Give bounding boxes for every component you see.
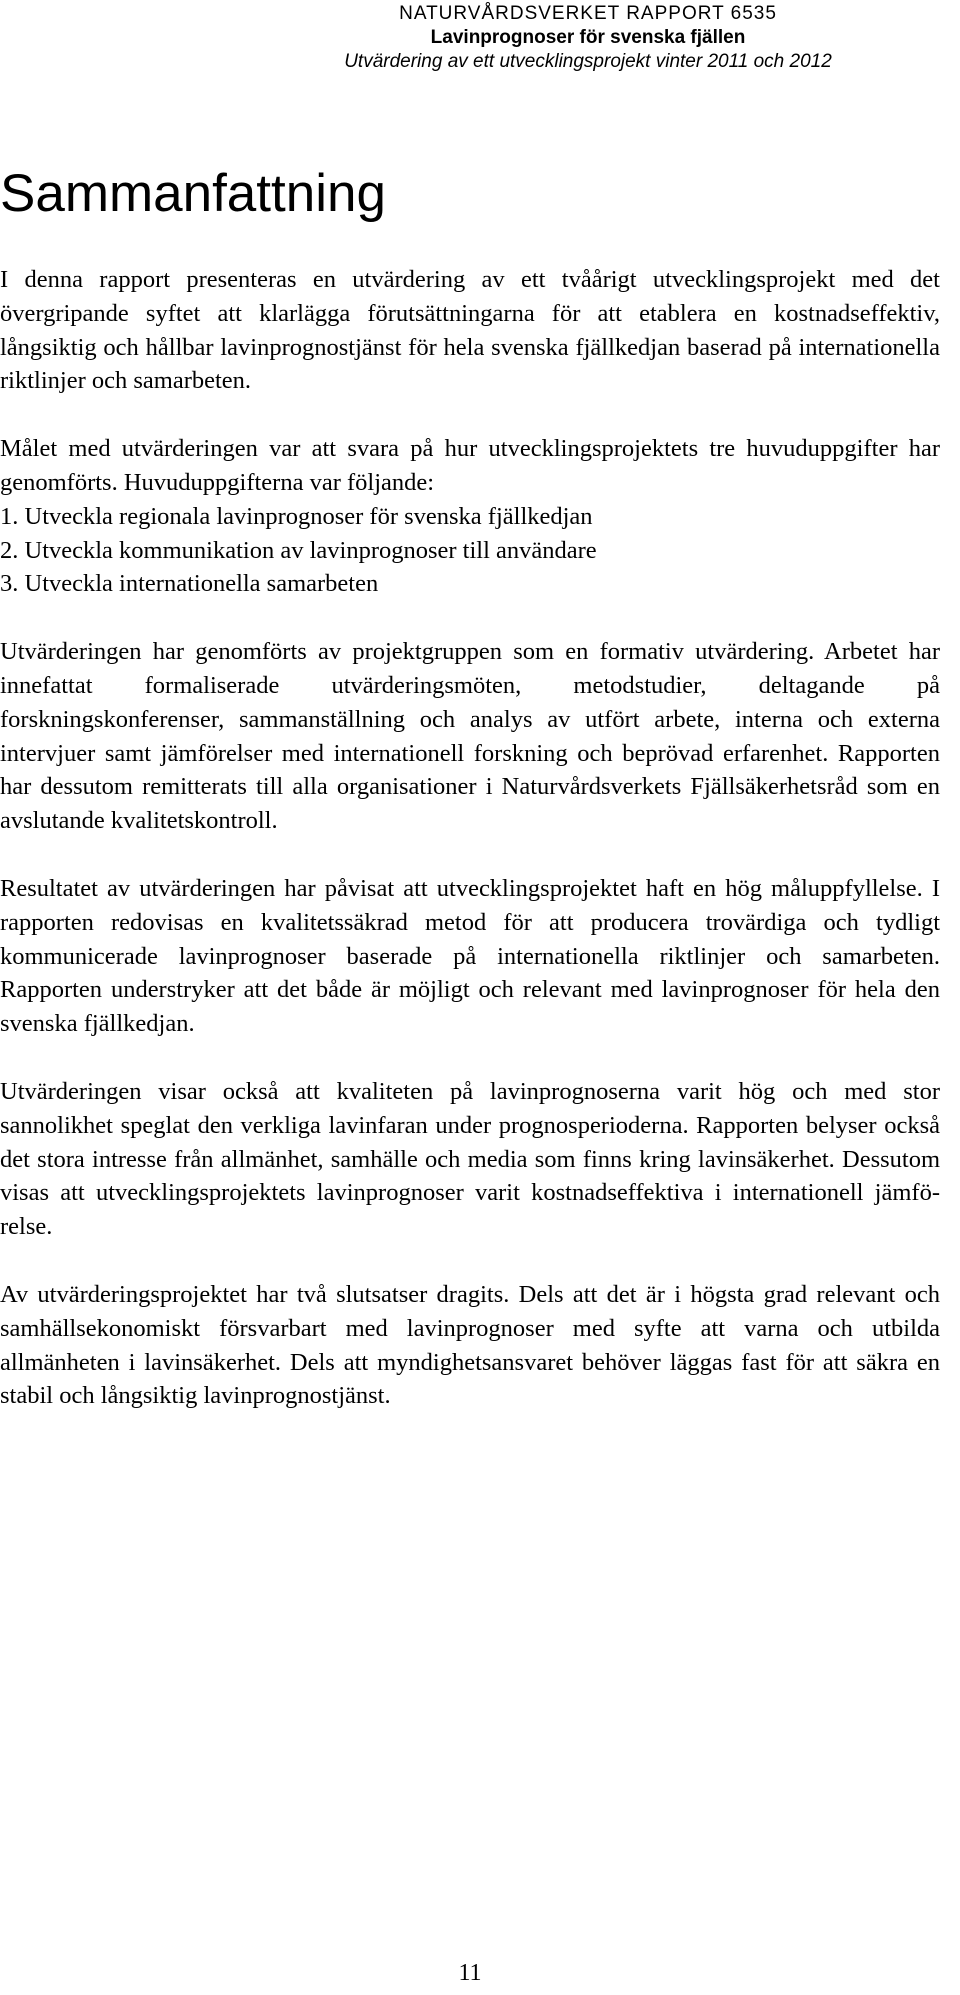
report-series: NATURVÅRDSVERKET RAPPORT 6535	[399, 3, 777, 24]
report-subtitle: Utvärdering av ett utvecklingsprojekt vinter 2011 och 2012	[344, 51, 832, 72]
report-title: Lavinprognoser för svenska fjällen	[430, 27, 746, 48]
summary-body	[0, 263, 940, 1447]
section-title: Sammanfattning	[0, 164, 386, 223]
paragraph-method: Utvärderingen har genomförts av projektgruppen som en formativ utvärdering. Arbetet har innefattat formaliserade utvärderingsmöten, metodstudier, deltagande på forskningskonferenser, sammanställning och analys av utfört arbete, interna och externa intervjuer samt jämförelser med internationell forskning och beprövad erfarenhet. Rapporten har dessutom remitterats till alla organisationer i Naturvårdsverkets Fjällsäkerhetsråd som en avslutande kvalitetskontroll.	[0, 638, 940, 835]
task-item: 1. Utveckla regionala lavinprognoser för svenska fjällkedjan	[0, 502, 593, 530]
task-list	[0, 500, 940, 601]
paragraph-conclusion: Av utvärderingsprojektet har två slutsatser dragits. Dels att det är i högsta grad relevant och samhällsekonomiskt försvarbart med lavinprognoser med syfte att varna och utbilda allmänheten i lavinsäkerhet. Dels att myndighetsansvaret behöver läggas fast för att säkra en stabil och långsiktig lavinprognostjänst.	[0, 1280, 940, 1410]
paragraph-result: Resultatet av utvärderingen har påvisat att utvecklingsprojektet haft en hög måluppfyllelse. I rapporten redovisas en kvalitetssäkrad metod för att producera trovärdiga och tydligt kommunicerade lavinprognoser baserade på internationella riktlinjer och samarbeten. Rapporten understryker att det både är möjligt och relevant med lavinprognoser för hela den svenska fjällkedjan.	[0, 874, 940, 1038]
paragraph-intro: I denna rapport presenteras en utvärdering av ett tvåårigt utvecklingsprojekt med det övergripande syftet att klarlägga förutsättningarna för att etablera en kostnadseffektiv, långsiktig och hållbar lavinprognostjänst för hela svenska fjällkedjan baserad på internationella riktlinjer och samarbeten.	[0, 266, 940, 395]
task-item: 3. Utveckla internationella samarbeten	[0, 570, 379, 598]
running-header	[238, 2, 938, 74]
paragraph-quality: Utvärderingen visar också att kvaliteten på lavinprognoserna varit hög och med stor sannolikhet speglat den verkliga lavinfaran under prognosperioderna. Rapporten belyser också det stora intresse från allmänhet, samhälle och media som finns kring lavinsäkerhet. Dessutom visas att utvecklingsprojektets lavinprognoser varit kostnadseffektiva i internationell jämförelse.	[0, 1077, 940, 1241]
page-number: 11	[458, 1960, 482, 1986]
paragraph-goal: Målet med utvärderingen var att svara på hur utvecklingsprojektets tre huvuduppgifter har genomförts. Huvuduppgifterna var följande:	[0, 435, 940, 496]
task-item: 2. Utveckla kommunikation av lavinprognoser till användare	[0, 536, 597, 564]
